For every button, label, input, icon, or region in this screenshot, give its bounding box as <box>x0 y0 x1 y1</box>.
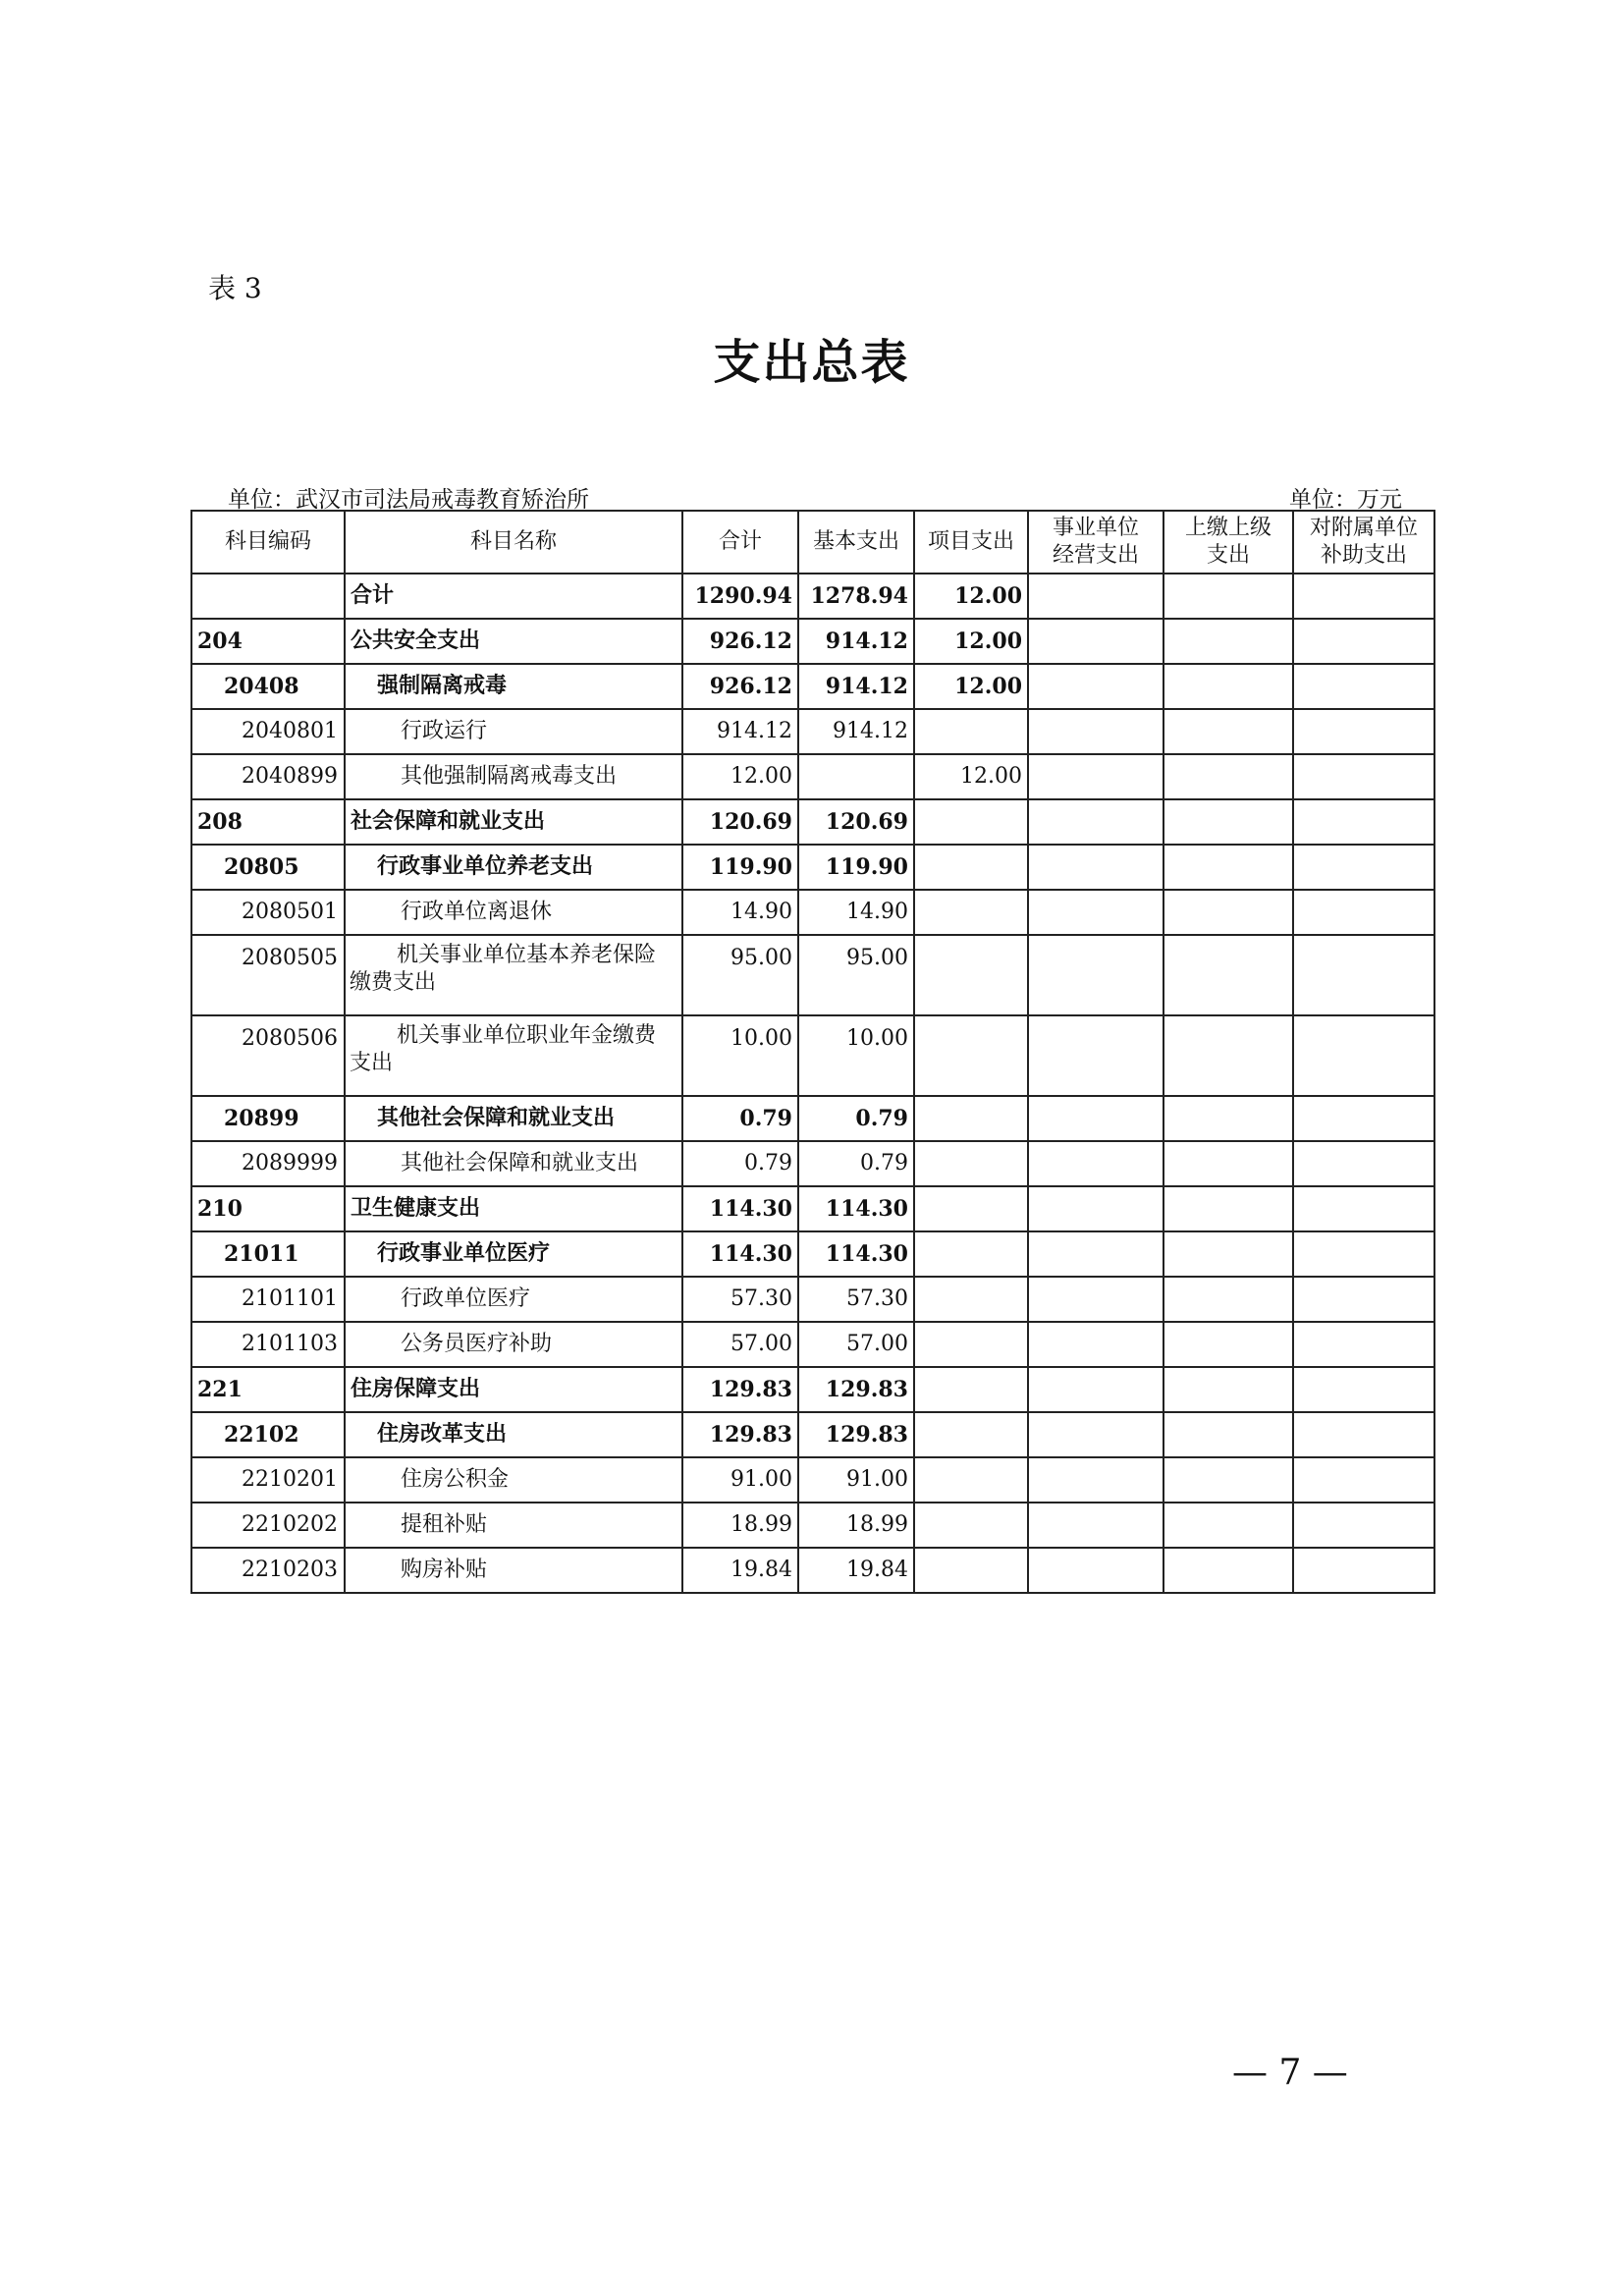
subject-name-cell: 行政运行 <box>345 709 682 754</box>
subsidy-cell <box>1293 664 1434 709</box>
subject-name-cell: 机关事业单位职业年金缴费支出 <box>345 1015 682 1096</box>
subject-code-cell: 208 <box>191 799 345 845</box>
business-operation-cell <box>1028 1457 1163 1503</box>
table-header-row <box>191 511 1434 574</box>
subject-code-cell: 2210201 <box>191 1457 345 1503</box>
remittance-cell <box>1163 1015 1293 1096</box>
basic-expenditure-cell <box>798 754 914 799</box>
basic-expenditure-cell: 95.00 <box>798 935 914 1015</box>
total-cell: 914.12 <box>682 709 798 754</box>
remittance-cell <box>1163 1322 1293 1367</box>
total-cell: 18.99 <box>682 1503 798 1548</box>
subsidy-cell <box>1293 1277 1434 1322</box>
basic-expenditure-cell: 914.12 <box>798 664 914 709</box>
remittance-cell <box>1163 1412 1293 1457</box>
business-operation-cell <box>1028 1322 1163 1367</box>
subject-code-cell: 21011 <box>191 1231 345 1277</box>
basic-expenditure-cell: 57.30 <box>798 1277 914 1322</box>
subsidy-cell <box>1293 1457 1434 1503</box>
project-expenditure-cell <box>914 1548 1028 1593</box>
total-cell: 926.12 <box>682 619 798 664</box>
basic-expenditure-cell: 114.30 <box>798 1186 914 1231</box>
subsidy-cell <box>1293 574 1434 619</box>
project-expenditure-cell <box>914 1231 1028 1277</box>
remittance-cell <box>1163 1096 1293 1141</box>
total-cell: 19.84 <box>682 1548 798 1593</box>
table-row <box>191 664 1434 709</box>
subject-code-cell: 20899 <box>191 1096 345 1141</box>
project-expenditure-cell <box>914 1277 1028 1322</box>
table-row <box>191 845 1434 890</box>
subject-code-cell: 2080505 <box>191 935 345 1015</box>
subject-code-cell: 2080501 <box>191 890 345 935</box>
table-row <box>191 1096 1434 1141</box>
total-cell: 10.00 <box>682 1015 798 1096</box>
table-row <box>191 1412 1434 1457</box>
header-subsidy-to-affiliates: 对附属单位 补助支出 <box>1293 511 1434 574</box>
subsidy-cell <box>1293 1367 1434 1412</box>
basic-expenditure-cell: 914.12 <box>798 709 914 754</box>
subject-code-cell: 20408 <box>191 664 345 709</box>
subsidy-cell <box>1293 799 1434 845</box>
project-expenditure-cell <box>914 1015 1028 1096</box>
basic-expenditure-cell: 19.84 <box>798 1548 914 1593</box>
header-total: 合计 <box>682 511 798 574</box>
subject-name-cell: 机关事业单位基本养老保险缴费支出 <box>345 935 682 1015</box>
business-operation-cell <box>1028 619 1163 664</box>
business-operation-cell <box>1028 1231 1163 1277</box>
business-operation-cell <box>1028 1367 1163 1412</box>
table-row <box>191 799 1434 845</box>
basic-expenditure-cell: 91.00 <box>798 1457 914 1503</box>
remittance-cell <box>1163 1457 1293 1503</box>
basic-expenditure-cell: 129.83 <box>798 1367 914 1412</box>
currency-unit-label: 单位：万元 <box>1289 487 1402 513</box>
business-operation-cell <box>1028 1186 1163 1231</box>
basic-expenditure-cell: 120.69 <box>798 799 914 845</box>
business-operation-cell <box>1028 935 1163 1015</box>
subject-name-cell: 社会保障和就业支出 <box>345 799 682 845</box>
total-cell: 926.12 <box>682 664 798 709</box>
project-expenditure-cell <box>914 935 1028 1015</box>
subsidy-cell <box>1293 754 1434 799</box>
subject-name-cell: 行政事业单位养老支出 <box>345 845 682 890</box>
total-cell: 0.79 <box>682 1141 798 1186</box>
table-row <box>191 1231 1434 1277</box>
subject-name-cell: 合计 <box>345 574 682 619</box>
subject-code-cell: 2080506 <box>191 1015 345 1096</box>
business-operation-cell <box>1028 574 1163 619</box>
subsidy-cell <box>1293 1141 1434 1186</box>
project-expenditure-cell <box>914 1367 1028 1412</box>
remittance-cell <box>1163 664 1293 709</box>
subject-code-cell: 2040801 <box>191 709 345 754</box>
table-row <box>191 574 1434 619</box>
table-row <box>191 1367 1434 1412</box>
header-business-operation-expenditure: 事业单位 经营支出 <box>1028 511 1163 574</box>
subsidy-cell <box>1293 890 1434 935</box>
total-cell: 114.30 <box>682 1186 798 1231</box>
header-subject-name: 科目名称 <box>345 511 682 574</box>
table-row <box>191 1277 1434 1322</box>
subsidy-cell <box>1293 935 1434 1015</box>
basic-expenditure-cell: 14.90 <box>798 890 914 935</box>
remittance-cell <box>1163 1186 1293 1231</box>
table-row <box>191 1457 1434 1503</box>
subject-name-cell: 强制隔离戒毒 <box>345 664 682 709</box>
remittance-cell <box>1163 709 1293 754</box>
table-row <box>191 619 1434 664</box>
total-cell: 12.00 <box>682 754 798 799</box>
subject-code-cell: 2089999 <box>191 1141 345 1186</box>
remittance-cell <box>1163 619 1293 664</box>
table-number-label: 表 3 <box>208 272 262 304</box>
subject-code-cell: 221 <box>191 1367 345 1412</box>
remittance-cell <box>1163 890 1293 935</box>
business-operation-cell <box>1028 1548 1163 1593</box>
project-expenditure-cell <box>914 1503 1028 1548</box>
subject-name-cell: 购房补贴 <box>345 1548 682 1593</box>
subject-name-cell: 公共安全支出 <box>345 619 682 664</box>
subject-name-cell: 住房改革支出 <box>345 1412 682 1457</box>
remittance-cell <box>1163 1277 1293 1322</box>
subject-name-cell: 提租补贴 <box>345 1503 682 1548</box>
project-expenditure-cell: 12.00 <box>914 754 1028 799</box>
business-operation-cell <box>1028 754 1163 799</box>
header-basic-expenditure: 基本支出 <box>798 511 914 574</box>
subject-name-cell: 行政事业单位医疗 <box>345 1231 682 1277</box>
table-row <box>191 935 1434 1015</box>
project-expenditure-cell: 12.00 <box>914 619 1028 664</box>
table-row <box>191 1186 1434 1231</box>
business-operation-cell <box>1028 709 1163 754</box>
remittance-cell <box>1163 1231 1293 1277</box>
project-expenditure-cell <box>914 1457 1028 1503</box>
business-operation-cell <box>1028 845 1163 890</box>
subject-code-cell <box>191 574 345 619</box>
remittance-cell <box>1163 935 1293 1015</box>
subsidy-cell <box>1293 1096 1434 1141</box>
subsidy-cell <box>1293 709 1434 754</box>
project-expenditure-cell <box>914 1096 1028 1141</box>
subsidy-cell <box>1293 619 1434 664</box>
subject-code-cell: 210 <box>191 1186 345 1231</box>
subsidy-cell <box>1293 1322 1434 1367</box>
basic-expenditure-cell: 57.00 <box>798 1322 914 1367</box>
subsidy-cell <box>1293 1015 1434 1096</box>
basic-expenditure-cell: 114.30 <box>798 1231 914 1277</box>
subject-name-cell: 其他社会保障和就业支出 <box>345 1141 682 1186</box>
subject-code-cell: 2210202 <box>191 1503 345 1548</box>
table-row <box>191 1141 1434 1186</box>
subject-name-cell: 行政单位医疗 <box>345 1277 682 1322</box>
total-cell: 119.90 <box>682 845 798 890</box>
basic-expenditure-cell: 0.79 <box>798 1096 914 1141</box>
remittance-cell <box>1163 845 1293 890</box>
basic-expenditure-cell: 119.90 <box>798 845 914 890</box>
business-operation-cell <box>1028 664 1163 709</box>
basic-expenditure-cell: 10.00 <box>798 1015 914 1096</box>
table-row <box>191 1322 1434 1367</box>
total-cell: 91.00 <box>682 1457 798 1503</box>
subsidy-cell <box>1293 1503 1434 1548</box>
total-cell: 129.83 <box>682 1412 798 1457</box>
total-cell: 57.30 <box>682 1277 798 1322</box>
total-cell: 129.83 <box>682 1367 798 1412</box>
subject-name-cell: 行政单位离退休 <box>345 890 682 935</box>
remittance-cell <box>1163 1367 1293 1412</box>
table-row <box>191 890 1434 935</box>
project-expenditure-cell <box>914 1322 1028 1367</box>
subsidy-cell <box>1293 1412 1434 1457</box>
project-expenditure-cell <box>914 845 1028 890</box>
basic-expenditure-cell: 914.12 <box>798 619 914 664</box>
remittance-cell <box>1163 799 1293 845</box>
table-row <box>191 1015 1434 1096</box>
project-expenditure-cell: 12.00 <box>914 664 1028 709</box>
remittance-cell <box>1163 754 1293 799</box>
remittance-cell <box>1163 1548 1293 1593</box>
basic-expenditure-cell: 0.79 <box>798 1141 914 1186</box>
subject-code-cell: 20805 <box>191 845 345 890</box>
subject-name-cell: 住房保障支出 <box>345 1367 682 1412</box>
basic-expenditure-cell: 1278.94 <box>798 574 914 619</box>
project-expenditure-cell: 12.00 <box>914 574 1028 619</box>
subject-code-cell: 2101103 <box>191 1322 345 1367</box>
subject-code-cell: 22102 <box>191 1412 345 1457</box>
subsidy-cell <box>1293 845 1434 890</box>
header-subject-code: 科目编码 <box>191 511 345 574</box>
business-operation-cell <box>1028 1015 1163 1096</box>
business-operation-cell <box>1028 1503 1163 1548</box>
table-row <box>191 1503 1434 1548</box>
subject-code-cell: 204 <box>191 619 345 664</box>
subject-name-cell: 卫生健康支出 <box>345 1186 682 1231</box>
remittance-cell <box>1163 1141 1293 1186</box>
remittance-cell <box>1163 574 1293 619</box>
table-row <box>191 1548 1434 1593</box>
project-expenditure-cell <box>914 1141 1028 1186</box>
business-operation-cell <box>1028 1277 1163 1322</box>
basic-expenditure-cell: 18.99 <box>798 1503 914 1548</box>
total-cell: 0.79 <box>682 1096 798 1141</box>
subject-code-cell: 2040899 <box>191 754 345 799</box>
total-cell: 95.00 <box>682 935 798 1015</box>
basic-expenditure-cell: 129.83 <box>798 1412 914 1457</box>
table-row <box>191 754 1434 799</box>
total-cell: 114.30 <box>682 1231 798 1277</box>
total-cell: 57.00 <box>682 1322 798 1367</box>
business-operation-cell <box>1028 890 1163 935</box>
project-expenditure-cell <box>914 890 1028 935</box>
subsidy-cell <box>1293 1186 1434 1231</box>
subject-name-cell: 公务员医疗补助 <box>345 1322 682 1367</box>
subject-name-cell: 其他强制隔离戒毒支出 <box>345 754 682 799</box>
total-cell: 1290.94 <box>682 574 798 619</box>
header-project-expenditure: 项目支出 <box>914 511 1028 574</box>
subsidy-cell <box>1293 1231 1434 1277</box>
table-body <box>191 574 1434 1593</box>
subject-name-cell: 其他社会保障和就业支出 <box>345 1096 682 1141</box>
expenditure-table <box>190 510 1435 1594</box>
organization-unit-label: 单位：武汉市司法局戒毒教育矫治所 <box>228 487 589 513</box>
subject-code-cell: 2210203 <box>191 1548 345 1593</box>
remittance-cell <box>1163 1503 1293 1548</box>
business-operation-cell <box>1028 799 1163 845</box>
header-remittance-to-superior: 上缴上级 支出 <box>1163 511 1293 574</box>
project-expenditure-cell <box>914 709 1028 754</box>
table-row <box>191 709 1434 754</box>
business-operation-cell <box>1028 1096 1163 1141</box>
project-expenditure-cell <box>914 1412 1028 1457</box>
document-title: 支出总表 <box>713 335 910 390</box>
page-number: — 7 — <box>1232 2052 1348 2093</box>
total-cell: 14.90 <box>682 890 798 935</box>
business-operation-cell <box>1028 1141 1163 1186</box>
business-operation-cell <box>1028 1412 1163 1457</box>
subsidy-cell <box>1293 1548 1434 1593</box>
subject-code-cell: 2101101 <box>191 1277 345 1322</box>
project-expenditure-cell <box>914 799 1028 845</box>
subject-name-cell: 住房公积金 <box>345 1457 682 1503</box>
project-expenditure-cell <box>914 1186 1028 1231</box>
total-cell: 120.69 <box>682 799 798 845</box>
